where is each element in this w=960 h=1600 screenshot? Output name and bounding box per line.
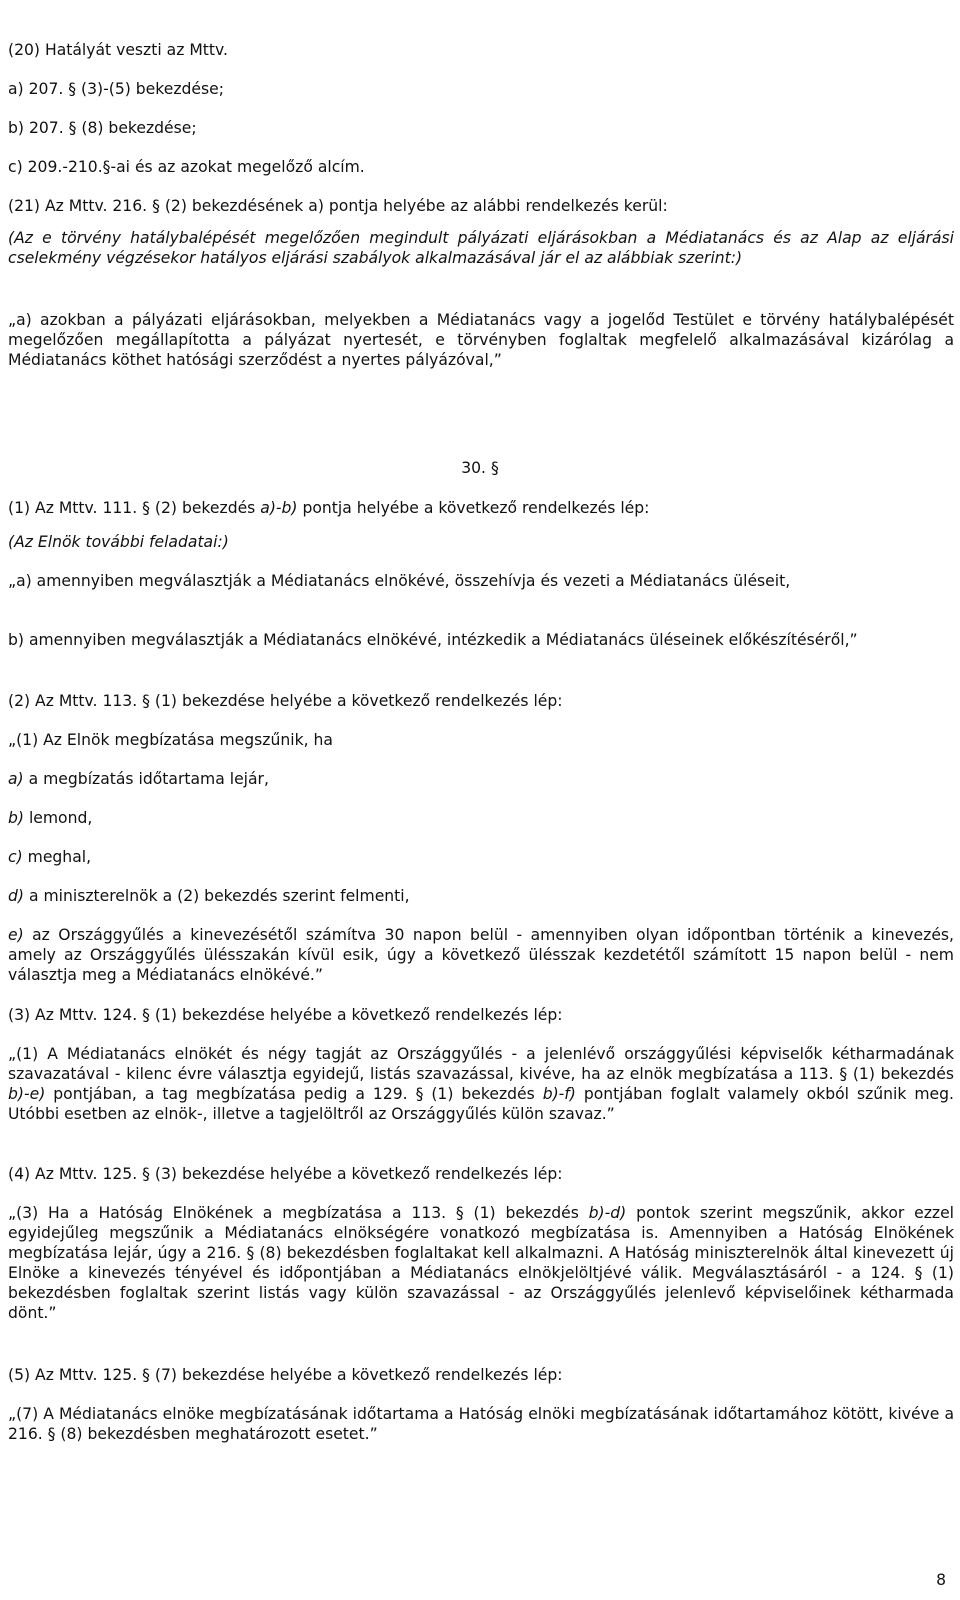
paragraph-20: (20) Hatályát veszti az Mttv. bbox=[8, 41, 228, 59]
paragraph-30-1 bbox=[8, 498, 954, 518]
paragraph-30-2-item-e bbox=[8, 925, 954, 985]
paragraph-30-4-quote bbox=[8, 1203, 954, 1323]
section-heading-30: 30. § bbox=[461, 459, 499, 477]
text-span: pontjában foglalt valamely okból szűnik meg. Utóbbi esetben az elnök-, illetve a tagjelöltről az Országgyűlés külön szavaz.” bbox=[8, 1085, 954, 1123]
text-span: pontok szerint megszűnik, akkor ezzel egyidejűleg megszűnik a Médiatanács elnökségére vonatkozó megbízatása is. Amennyiben a Hatóság Elnökének megbízatása lejár, úgy a 216. § (8) bekezdésben foglaltakat kell alkalmazni. A Hatóság miniszterelnök által kinevezett új Elnöke a kinevezés tényével és időpontjában a Médiatanács elnökjelöltjévé válik. Megválasztásáról - a 124. § (1) bekezdésben foglaltak szerint listás vagy külön szavazással - az Országgyűlés jelenlevő képviselőinek kétharmada dönt.” bbox=[8, 1204, 954, 1322]
text-span-italic: b)-d) bbox=[588, 1204, 627, 1222]
paragraph-30-4: (4) Az Mttv. 125. § (3) bekezdése helyébe a következő rendelkezés lép: bbox=[8, 1165, 563, 1183]
text-span: pontja helyébe a következő rendelkezés lép: bbox=[297, 499, 650, 517]
paragraph-30-2: (2) Az Mttv. 113. § (1) bekezdése helyébe a következő rendelkezés lép: bbox=[8, 692, 563, 710]
text-span: (1) Az Mttv. 111. § (2) bekezdés bbox=[8, 499, 261, 517]
paragraph-30-2-item-a bbox=[8, 769, 954, 789]
paragraph-30-1-item-b: b) amennyiben megválasztják a Médiatanács elnökévé, intézkedik a Médiatanács üléseinek előkészítéséről,” bbox=[8, 631, 858, 649]
text-span: „(1) A Médiatanács elnökét és négy tagját az Országgyűlés - a jelenlévő országgyűlési képviselők kétharmadának szavazatával - kilenc évre választja egyidejű, listás szavazással, kivéve, ha az elnök megbízatása a 113. § (1) bekezdés bbox=[8, 1045, 954, 1083]
page-number: 8 bbox=[936, 1571, 946, 1589]
list-item-b: b) 207. § (8) bekezdése; bbox=[8, 119, 197, 137]
list-item-a: a) 207. § (3)-(5) bekezdése; bbox=[8, 80, 224, 98]
text-span: lemond, bbox=[23, 809, 93, 827]
text-span: a miniszterelnök a (2) bekezdés szerint felmenti, bbox=[23, 887, 410, 905]
text-span: pontjában, a tag megbízatása pedig a 129. § (1) bekezdés bbox=[45, 1085, 543, 1103]
paragraph-30-1-context: (Az Elnök további feladatai:) bbox=[8, 533, 229, 551]
paragraph-30-2-item-c bbox=[8, 847, 954, 867]
paragraph-30-2-item-d bbox=[8, 886, 954, 906]
text-span-italic: b)-f) bbox=[542, 1085, 576, 1103]
paragraph-21: (21) Az Mttv. 216. § (2) bekezdésének a) pontja helyébe az alábbi rendelkezés kerül: bbox=[8, 197, 668, 215]
text-span-italic: d) bbox=[8, 887, 24, 905]
text-span-italic: e) bbox=[8, 926, 24, 944]
text-span: meghal, bbox=[22, 848, 92, 866]
paragraph-30-3: (3) Az Mttv. 124. § (1) bekezdése helyébe a következő rendelkezés lép: bbox=[8, 1006, 563, 1024]
paragraph-21-context: (Az e törvény hatálybalépését megelőzően megindult pályázati eljárásokban a Médiatanács és az Alap az eljárási cselekmény végzésekor hatályos eljárási szabályok alkalmazásával jár el az alábbiak szerint:) bbox=[8, 229, 954, 267]
paragraph-30-2-item-b bbox=[8, 808, 954, 828]
text-span-italic: a)-b) bbox=[260, 499, 298, 517]
text-span: az Országgyűlés a kinevezésétől számítva 30 napon belül - amennyiben olyan időpontban történik a kinevezés, amely az Országgyűlés ülésszakán kívül esik, úgy a következő ülésszak kezdetétől számított 15 napon belül - nem választja meg a Médiatanács elnökévé.” bbox=[8, 926, 954, 984]
text-span: a megbízatás időtartama lejár, bbox=[23, 770, 269, 788]
list-item-c: c) 209.-210.§-ai és az azokat megelőző alcím. bbox=[8, 158, 365, 176]
text-span-italic: c) bbox=[8, 848, 23, 866]
paragraph-30-2-quote: „(1) Az Elnök megbízatása megszűnik, ha bbox=[8, 731, 333, 749]
text-span-italic: a) bbox=[8, 770, 24, 788]
paragraph-21-quote: „a) azokban a pályázati eljárásokban, melyekben a Médiatanács vagy a jogelőd Testület e törvény hatálybalépését megelőzően megállapította a pályázat nyertesét, e törvényben foglaltak megfelelő alkalmazásával kizárólag a Médiatanács köthet hatósági szerződést a nyertes pályázóval,” bbox=[8, 311, 954, 369]
text-span-italic: b) bbox=[8, 809, 24, 827]
text-span-italic: b)-e) bbox=[8, 1085, 46, 1103]
paragraph-30-5: (5) Az Mttv. 125. § (7) bekezdése helyébe a következő rendelkezés lép: bbox=[8, 1366, 563, 1384]
paragraph-30-1-item-a: „a) amennyiben megválasztják a Médiatanács elnökévé, összehívja és vezeti a Médiatanács üléseit, bbox=[8, 572, 791, 590]
paragraph-30-3-quote bbox=[8, 1044, 954, 1124]
text-span: „(3) Ha a Hatóság Elnökének a megbízatása a 113. § (1) bekezdés bbox=[8, 1204, 589, 1222]
paragraph-30-5-quote: „(7) A Médiatanács elnöke megbízatásának időtartama a Hatóság elnöki megbízatásának időtartamához kötött, kivéve a 216. § (8) bekezdésben meghatározott esetet.” bbox=[8, 1405, 954, 1443]
